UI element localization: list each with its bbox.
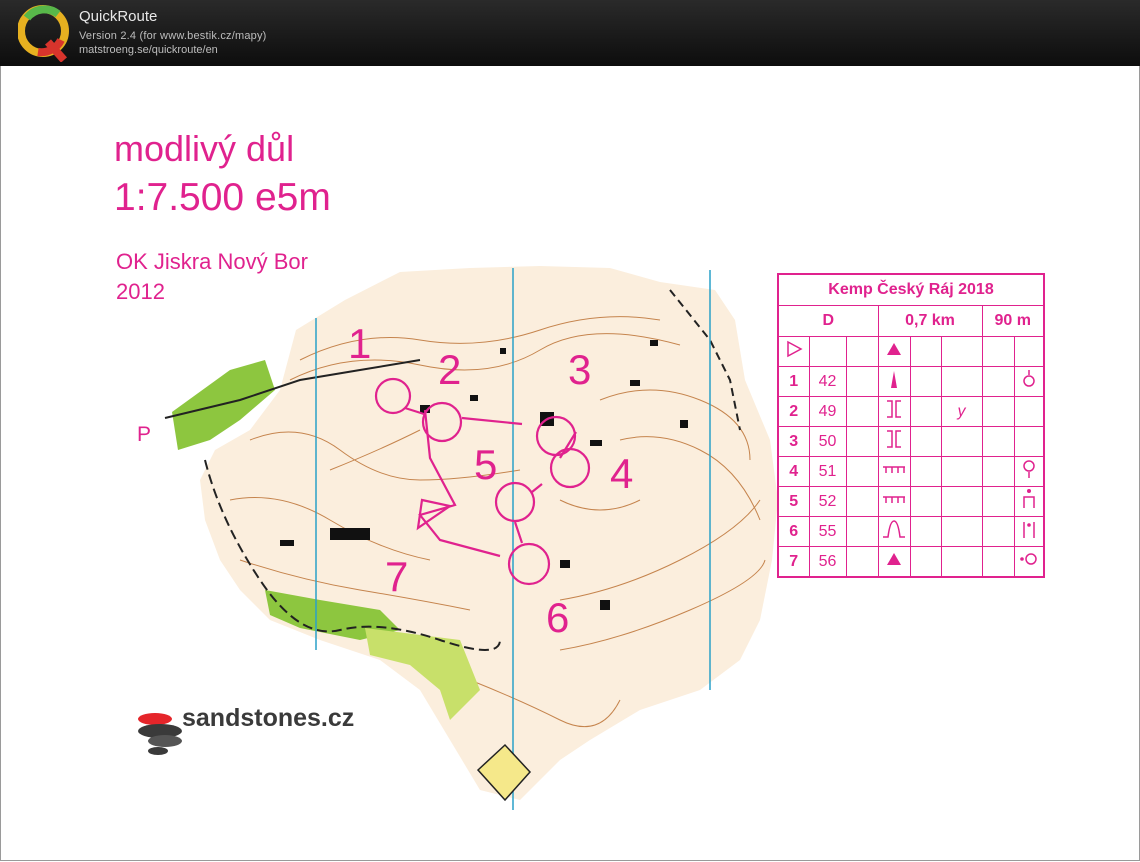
control-label-3: 3 — [568, 346, 592, 393]
cliff-icon — [882, 494, 906, 506]
control-label-7: 7 — [385, 553, 409, 600]
gap-icon — [884, 399, 904, 419]
course-climb: 90 m — [982, 306, 1044, 337]
control-code: 56 — [809, 547, 846, 578]
control-num: 5 — [778, 487, 809, 517]
club-name: OK Jiskra Nový Bor — [116, 249, 308, 274]
map-scale: 1:7.500 e5m — [114, 176, 331, 219]
boulder-icon — [886, 342, 902, 356]
control-label-6: 6 — [546, 594, 570, 641]
control-num: 1 — [778, 367, 809, 397]
control-label-5: 5 — [474, 441, 498, 488]
map-name: modlivý důl — [114, 128, 295, 169]
control-code: 42 — [809, 367, 846, 397]
pillar-icon — [888, 369, 900, 389]
control-row — [778, 367, 1044, 397]
event-name: Kemp Český Ráj 2018 — [778, 274, 1044, 306]
course-length: 0,7 km — [878, 306, 982, 337]
start-triangle-icon — [785, 340, 803, 358]
control-row — [778, 397, 1044, 427]
control-row — [778, 487, 1044, 517]
foot-icon — [1021, 459, 1037, 479]
start-row — [778, 337, 1044, 367]
between-icon — [1021, 518, 1037, 540]
sandstones-logo-icon — [138, 713, 182, 755]
control-code: 49 — [809, 397, 846, 427]
control-num: 4 — [778, 457, 809, 487]
control-code: 52 — [809, 487, 846, 517]
top-icon — [1021, 488, 1037, 510]
control-num: 7 — [778, 547, 809, 578]
control-num: 2 — [778, 397, 809, 427]
cliff-icon — [882, 464, 906, 476]
control-row — [778, 547, 1044, 578]
control-num: 6 — [778, 517, 809, 547]
control-code: 55 — [809, 517, 846, 547]
control-row — [778, 457, 1044, 487]
control-row — [778, 427, 1044, 457]
knoll-icon — [882, 519, 906, 539]
boulder-icon — [886, 552, 902, 566]
control-code: 51 — [809, 457, 846, 487]
foot-icon — [1021, 369, 1037, 389]
parking-label: P — [137, 423, 152, 446]
sponsor-text: sandstones.cz — [182, 704, 355, 732]
control-description-table — [777, 273, 1045, 578]
control-label-2: 2 — [438, 346, 462, 393]
control-row — [778, 517, 1044, 547]
app-version: Version 2.4 (for www.bestik.cz/mapy) — [79, 30, 267, 42]
app-url[interactable]: matstroeng.se/quickroute/en — [79, 44, 218, 56]
control-label-1: 1 — [348, 320, 372, 367]
category: D — [778, 306, 878, 337]
control-label-4: 4 — [610, 450, 634, 497]
control-detail: y — [941, 397, 982, 427]
control-code: 50 — [809, 427, 846, 457]
side-icon — [1019, 550, 1039, 568]
map-year: 2012 — [116, 279, 165, 304]
gap-icon — [884, 429, 904, 449]
control-num: 3 — [778, 427, 809, 457]
app-title: QuickRoute — [79, 8, 158, 25]
